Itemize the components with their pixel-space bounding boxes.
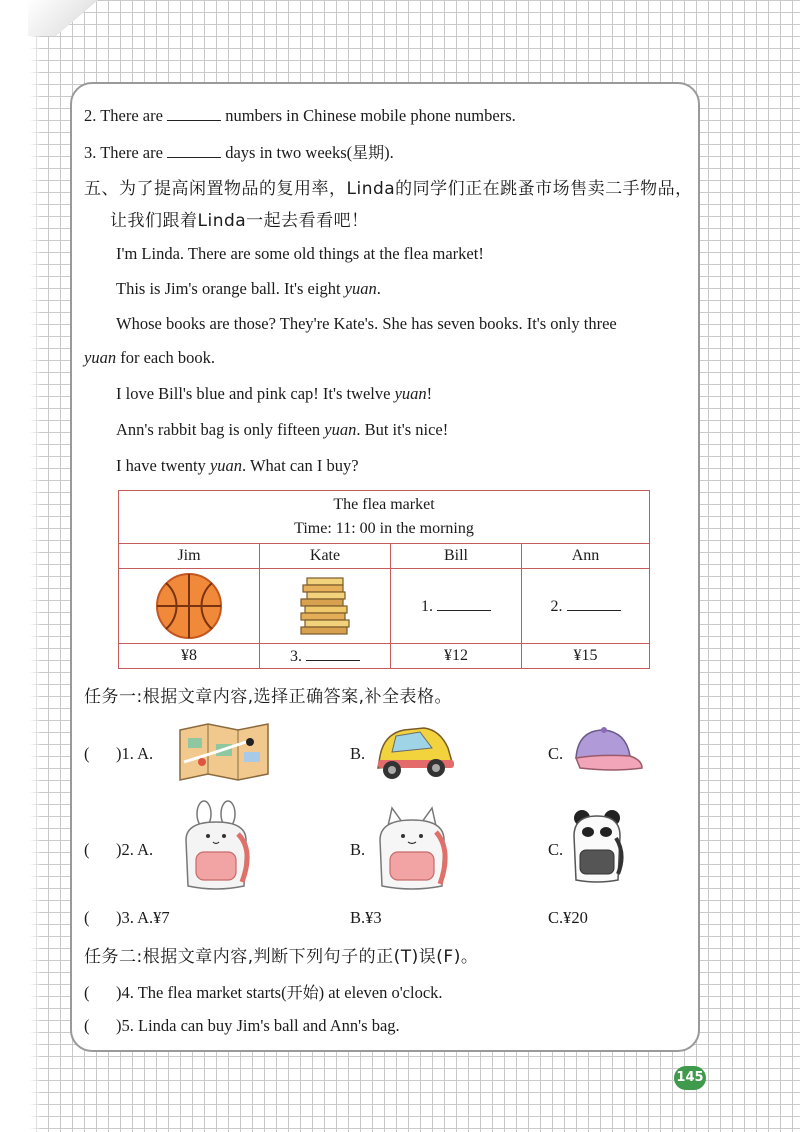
passage-line-3: Whose books are those? They're Kate's. She has seven books. It's only three	[116, 314, 617, 333]
task-1-title: 任务一:根据文章内容,选择正确答案,补全表格。	[84, 687, 453, 707]
task1-q3: ( )3. A.¥7	[84, 908, 170, 927]
passage-line-4: I love Bill's blue and pink cap! It's twelve yuan!	[116, 384, 433, 403]
name-ann: Ann	[522, 544, 650, 569]
panda-bag-icon	[570, 808, 624, 884]
map-icon	[176, 722, 272, 782]
question-2: 2. There are numbers in Chinese mobile phone numbers.	[84, 106, 516, 125]
answer-blank[interactable]	[167, 106, 221, 121]
worksheet-card	[70, 82, 700, 1052]
passage-line-2: This is Jim's orange ball. It's eight yuan.	[116, 279, 381, 298]
rabbit-bag-icon	[178, 800, 254, 892]
price-bill: ¥12	[391, 644, 522, 669]
passage-line-6: I have twenty yuan. What can I buy?	[116, 456, 359, 475]
page-corner-fold	[28, 0, 98, 36]
books-cell	[260, 569, 391, 644]
price-kate: 3.	[260, 644, 391, 669]
answer-blank-1[interactable]	[437, 596, 491, 611]
task1-q2-option-c: C.	[548, 840, 564, 859]
task1-q1-option-c: C.	[548, 744, 564, 763]
ball-cell	[119, 569, 260, 644]
answer-blank-2[interactable]	[567, 596, 621, 611]
task-2-title: 任务二:根据文章内容,判断下列句子的正(T)误(F)。	[84, 947, 479, 967]
task1-q1: ( )1. A.	[84, 744, 154, 763]
cap-icon	[570, 724, 646, 780]
ann-blank-cell: 2.	[522, 569, 650, 644]
books-icon	[293, 574, 357, 638]
task2-q4: ( )4. The flea market starts(开始) at eleven o'clock.	[84, 983, 443, 1002]
section-5-title: 五、为了提高闲置物品的复用率，Linda的同学们正在跳蚤市场售卖二手物品，	[84, 179, 693, 199]
passage-line-3-cont: yuan for each book.	[84, 348, 216, 367]
flea-market-table	[118, 490, 650, 669]
page-left-edge	[0, 0, 42, 1132]
passage-line-5: Ann's rabbit bag is only fifteen yuan. But it's nice!	[116, 420, 449, 439]
task1-q2: ( )2. A.	[84, 840, 154, 859]
price-ann: ¥15	[522, 644, 650, 669]
answer-blank-3[interactable]	[306, 646, 360, 661]
page-number-badge: 145	[674, 1066, 706, 1090]
bill-blank-cell: 1.	[391, 569, 522, 644]
cat-bag-icon	[372, 800, 452, 892]
passage-line-1: I'm Linda. There are some old things at the flea market!	[116, 244, 484, 263]
task1-q2-option-b: B.	[350, 840, 366, 859]
question-3: 3. There are days in two weeks(星期).	[84, 143, 394, 162]
price-jim: ¥8	[119, 644, 260, 669]
answer-blank[interactable]	[167, 143, 221, 158]
name-jim: Jim	[119, 544, 260, 569]
car-icon	[370, 716, 458, 784]
basketball-icon	[154, 571, 224, 641]
task2-q5: ( )5. Linda can buy Jim's ball and Ann's bag.	[84, 1016, 400, 1035]
task1-q3-option-b: B.¥3	[350, 908, 382, 927]
task1-q1-option-b: B.	[350, 744, 366, 763]
table-header: The flea market Time: 11: 00 in the morning	[119, 491, 650, 544]
name-bill: Bill	[391, 544, 522, 569]
section-5-subtitle: 让我们跟着Linda一起去看看吧！	[110, 211, 369, 231]
name-kate: Kate	[260, 544, 391, 569]
task1-q3-option-c: C.¥20	[548, 908, 588, 927]
